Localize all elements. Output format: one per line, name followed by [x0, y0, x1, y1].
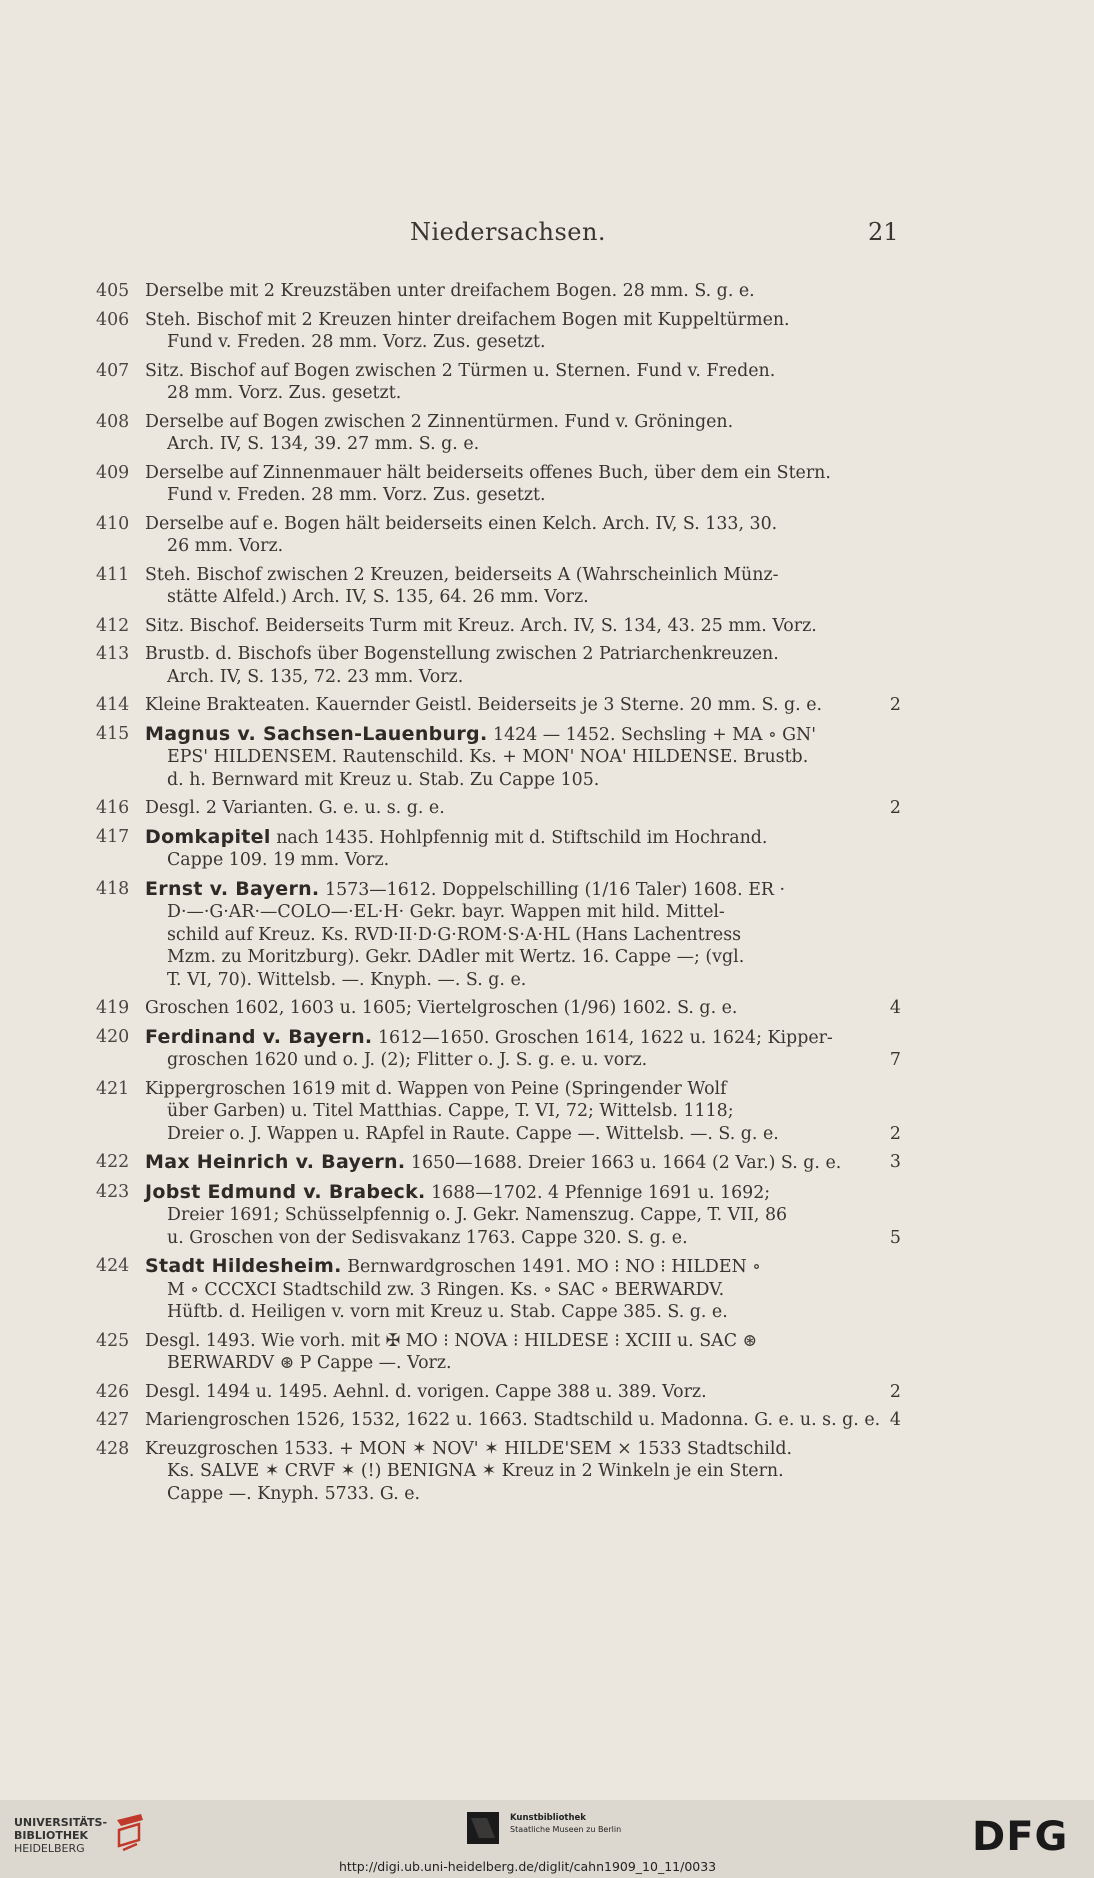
entry-line: Fund v. Freden. 28 mm. Vorz. Zus. gesetzt. [167, 485, 546, 505]
catalog-entry [96, 1026, 901, 1072]
dfg-logo[interactable]: DFG [972, 1814, 1069, 1860]
entry-line: 1612—1650. Groschen 1614, 1622 u. 1624; Kipper- [377, 1027, 833, 1048]
entry-line: nach 1435. Hohlpfennig mit d. Stiftschild im Hochrand. [276, 827, 768, 848]
entry-number: 426 [96, 1381, 130, 1402]
entry-number: 408 [96, 411, 130, 432]
entry-number: 414 [96, 695, 130, 715]
entry-line: 1688—1702. 4 Pfennige 1691 u. 1692; [431, 1182, 771, 1203]
entry-line: über Garben) u. Titel Matthias. Cappe, T. VI, 72; Wittelsb. 1118; [167, 1101, 734, 1121]
source-url-link[interactable]: http://digi.ub.uni-heidelberg.de/diglit/cahn1909_10_11/0033 [339, 1859, 717, 1874]
entry-price: 5 [889, 1227, 901, 1248]
entry-heading: Magnus v. Sachsen-Lauenburg. [145, 722, 488, 745]
entry-line: schild auf Kreuz. Ks. RVD·II·D·G·ROM·S·A·HL (Hans Lachentress [167, 924, 742, 945]
entry-text [145, 1438, 901, 1506]
entry-line: Steh. Bischof mit 2 Kreuzen hinter dreifachem Bogen mit Kuppeltürmen. [145, 309, 790, 330]
entry-price: 4 [889, 998, 901, 1018]
entry-line: d. h. Bernward mit Kreuz u. Stab. Zu Cappe 105. [167, 769, 600, 790]
entry-line: Kreuzgroschen 1533. + MON ✶ NOV' ✶ HILDE'SEM × 1533 Stadtschild. [145, 1438, 793, 1459]
entry-number: 427 [96, 1410, 130, 1430]
entry-heading: Jobst Edmund v. Brabeck. [145, 1180, 426, 1203]
catalog-entry [96, 1078, 901, 1146]
entry-number: 406 [96, 309, 130, 330]
entry-text [145, 1330, 901, 1375]
catalog-entry [96, 797, 901, 820]
entry-text [145, 309, 901, 354]
entry-text [145, 1381, 901, 1404]
entry-line: Derselbe auf e. Bogen hält beiderseits einen Kelch. Arch. IV, S. 133, 30. [145, 513, 778, 534]
entry-line: Arch. IV, S. 135, 72. 23 mm. Vorz. [167, 666, 464, 687]
catalog-entry [96, 462, 901, 507]
entry-line: Derselbe mit 2 Kreuzstäben unter dreifachem Bogen. 28 mm. S. g. e. [145, 281, 755, 301]
entry-line: Mariengroschen 1526, 1532, 1622 u. 1663. Stadtschild u. Madonna. G. e. u. s. g. e. [145, 1410, 881, 1430]
entry-text [145, 1026, 901, 1072]
catalog-entry [96, 826, 901, 872]
entry-number: 419 [96, 998, 130, 1018]
catalog-entry [96, 615, 901, 638]
catalog-entry [96, 411, 901, 456]
entry-text [145, 643, 901, 688]
entry-text [145, 826, 901, 872]
university-library-logo[interactable] [14, 1816, 107, 1855]
entry-text [145, 1255, 901, 1324]
entry-line: M ∘ CCCXCI Stadtschild zw. 3 Ringen. Ks. ∘ SAC ∘ BERWARDV. [167, 1279, 725, 1300]
entry-line: 26 mm. Vorz. [167, 536, 284, 556]
museen-name: Staatliche Museen zu Berlin [510, 1825, 622, 1834]
catalog-entry [96, 1330, 901, 1375]
entry-line: Desgl. 1493. Wie vorh. mit ✠ MO ⁝ NOVA ⁝ HILDESE ⁝ XCIII u. SAC ⊛ [145, 1330, 758, 1351]
catalog-entry [96, 1438, 901, 1506]
entry-number: 412 [96, 615, 130, 636]
entry-text [145, 1151, 901, 1175]
entry-price: 2 [889, 1123, 901, 1144]
catalog-entry [96, 1409, 901, 1432]
kunstbibliothek-logo-icon [467, 1812, 499, 1844]
entry-text [145, 723, 901, 792]
catalog-entry [96, 360, 901, 405]
entry-line: BERWARDV ⊛ P Cappe —. Vorz. [167, 1353, 452, 1373]
university-line-1: UNIVERSITÄTS- [14, 1816, 108, 1829]
catalog-entry [96, 694, 901, 717]
entry-price: 3 [889, 1152, 901, 1172]
entry-line: Groschen 1602, 1603 u. 1605; Viertelgroschen (1/96) 1602. S. g. e. [145, 998, 738, 1018]
entry-text [145, 564, 901, 609]
catalog-entry [96, 1381, 901, 1404]
entry-number: 415 [96, 723, 130, 744]
entry-line: EPS' HILDENSEM. Rautenschild. Ks. + MON' NOA' HILDENSE. Brustb. [167, 747, 809, 767]
entry-heading: Max Heinrich v. Bayern. [145, 1151, 406, 1173]
catalog-entry [96, 643, 901, 688]
catalog-entry [96, 280, 901, 303]
entry-line [145, 1049, 901, 1072]
catalog-entry [96, 723, 901, 792]
entry-line: Cappe 109. 19 mm. Vorz. [167, 850, 390, 870]
entry-number: 428 [96, 1438, 130, 1459]
entry-text [145, 1078, 901, 1146]
entry-text [145, 997, 901, 1020]
catalog-entry [96, 1255, 901, 1324]
catalog-entry [96, 997, 901, 1020]
entry-heading: Ernst v. Bayern. [145, 877, 320, 900]
entry-price: 2 [889, 695, 901, 715]
entry-line: D·—·G·AR·—COLO—·EL·H· Gekr. bayr. Wappen mit hild. Mittel- [167, 902, 725, 922]
catalog-entry [96, 878, 901, 992]
entry-heading: Stadt Hildesheim. [145, 1255, 342, 1277]
entry-line: Sitz. Bischof auf Bogen zwischen 2 Türmen u. Sternen. Fund v. Freden. [145, 360, 776, 381]
entry-line-text: groschen 1620 und o. J. (2); Flitter o. J. S. g. e. u. vorz. [167, 1050, 648, 1070]
entry-number: 407 [96, 360, 130, 381]
entry-text [145, 280, 901, 303]
entry-text [145, 615, 901, 638]
entry-line-text: u. Groschen von der Sedisvakanz 1763. Cappe 320. S. g. e. [167, 1227, 688, 1248]
entry-line: Desgl. 1494 u. 1495. Aehnl. d. vorigen. Cappe 388 u. 389. Vorz. [145, 1381, 707, 1402]
entry-text [145, 513, 901, 558]
entry-text [145, 1181, 901, 1250]
entry-line [145, 1123, 901, 1146]
entry-line: Mzm. zu Moritzburg). Gekr. DAdler mit Wertz. 16. Cappe —; (vgl. [167, 947, 745, 967]
entry-number: 413 [96, 644, 130, 664]
university-line-2: BIBLIOTHEK [14, 1829, 89, 1842]
entry-line: Hüftb. d. Heiligen v. vorn mit Kreuz u. Stab. Cappe 385. S. g. e. [167, 1302, 728, 1322]
entry-line: Kippergroschen 1619 mit d. Wappen von Peine (Springender Wolf [145, 1078, 727, 1099]
catalog-entry [96, 1151, 901, 1175]
entry-number: 409 [96, 462, 130, 483]
entry-line: Cappe —. Knyph. 5733. G. e. [167, 1483, 421, 1504]
entry-number: 420 [96, 1026, 130, 1047]
entry-price: 7 [889, 1050, 901, 1070]
entry-price: 2 [889, 798, 901, 818]
entry-line: Steh. Bischof zwischen 2 Kreuzen, beiderseits A (Wahrscheinlich Münz- [145, 564, 779, 585]
entry-number: 417 [96, 826, 130, 847]
entry-line: Ks. SALVE ✶ CRVF ✶ (!) BENIGNA ✶ Kreuz in 2 Winkeln je ein Stern. [167, 1461, 784, 1481]
entry-line: Fund v. Freden. 28 mm. Vorz. Zus. gesetzt. [167, 332, 546, 352]
catalog-entry [96, 309, 901, 354]
entry-line: Sitz. Bischof. Beiderseits Turm mit Kreuz. Arch. IV, S. 134, 43. 25 mm. Vorz. [145, 615, 817, 636]
entry-text [145, 878, 901, 992]
catalog-entry [96, 564, 901, 609]
entry-line-text: Dreier o. J. Wappen u. RApfel in Raute. Cappe —. Wittelsb. —. S. g. e. [167, 1123, 779, 1144]
entry-number: 422 [96, 1152, 130, 1172]
entry-line: T. VI, 70). Wittelsb. —. Knyph. —. S. g. e. [167, 969, 527, 990]
catalog-entry [96, 1181, 901, 1250]
entry-price: 2 [889, 1381, 901, 1402]
entry-number: 410 [96, 513, 130, 534]
entry-line: 1650—1688. Dreier 1663 u. 1664 (2 Var.) S. g. e. [410, 1153, 842, 1173]
heidelberg-logo-icon [113, 1810, 147, 1860]
page-header [0, 218, 1094, 258]
entry-text [145, 1409, 901, 1432]
entry-line: 1424 — 1452. Sechsling + MA ∘ GN' [493, 724, 817, 745]
page-number: 21 [868, 218, 899, 246]
catalog-entries [96, 280, 901, 1511]
entry-heading: Domkapitel [145, 825, 271, 848]
entry-line: stätte Alfeld.) Arch. IV, S. 135, 64. 26 mm. Vorz. [167, 587, 589, 607]
entry-line: Derselbe auf Zinnenmauer hält beiderseits offenes Buch, über dem ein Stern. [145, 462, 831, 483]
entry-text [145, 797, 901, 820]
entry-price: 4 [889, 1410, 901, 1430]
entry-number: 418 [96, 878, 130, 899]
entry-line: Desgl. 2 Varianten. G. e. u. s. g. e. [145, 798, 445, 818]
entry-number: 425 [96, 1330, 130, 1351]
university-line-3: HEIDELBERG [14, 1842, 85, 1855]
page-title: Niedersachsen. [410, 218, 607, 246]
kunstbibliothek-label[interactable] [510, 1812, 621, 1835]
entry-text [145, 411, 901, 456]
entry-number: 411 [96, 564, 130, 585]
entry-number: 416 [96, 798, 130, 818]
footer-bar [0, 1800, 1094, 1878]
entry-line [145, 1227, 901, 1250]
entry-line: Bernwardgroschen 1491. MO ⁝ NO ⁝ HILDEN ∘ [347, 1257, 761, 1277]
entry-number: 405 [96, 281, 130, 301]
entry-heading: Ferdinand v. Bayern. [145, 1025, 373, 1048]
catalog-entry [96, 513, 901, 558]
entry-line: Dreier 1691; Schüsselpfennig o. J. Gekr. Namenszug. Cappe, T. VII, 86 [167, 1205, 788, 1225]
entry-line: Brustb. d. Bischofs über Bogenstellung zwischen 2 Patriarchenkreuzen. [145, 644, 779, 664]
entry-line: Kleine Brakteaten. Kauernder Geistl. Beiderseits je 3 Sterne. 20 mm. S. g. e. [145, 695, 823, 715]
kunstbibliothek-name: Kunstbibliothek [510, 1813, 586, 1823]
entry-text [145, 462, 901, 507]
entry-number: 424 [96, 1256, 130, 1276]
entry-number: 423 [96, 1181, 130, 1202]
entry-line: 28 mm. Vorz. Zus. gesetzt. [167, 383, 402, 403]
entry-number: 421 [96, 1078, 130, 1099]
entry-line: Arch. IV, S. 134, 39. 27 mm. S. g. e. [167, 434, 480, 454]
entry-text [145, 694, 901, 717]
entry-text [145, 360, 901, 405]
entry-line: 1573—1612. Doppelschilling (1/16 Taler) 1608. ER · [325, 879, 786, 900]
entry-line: Derselbe auf Bogen zwischen 2 Zinnentürmen. Fund v. Gröningen. [145, 411, 734, 432]
